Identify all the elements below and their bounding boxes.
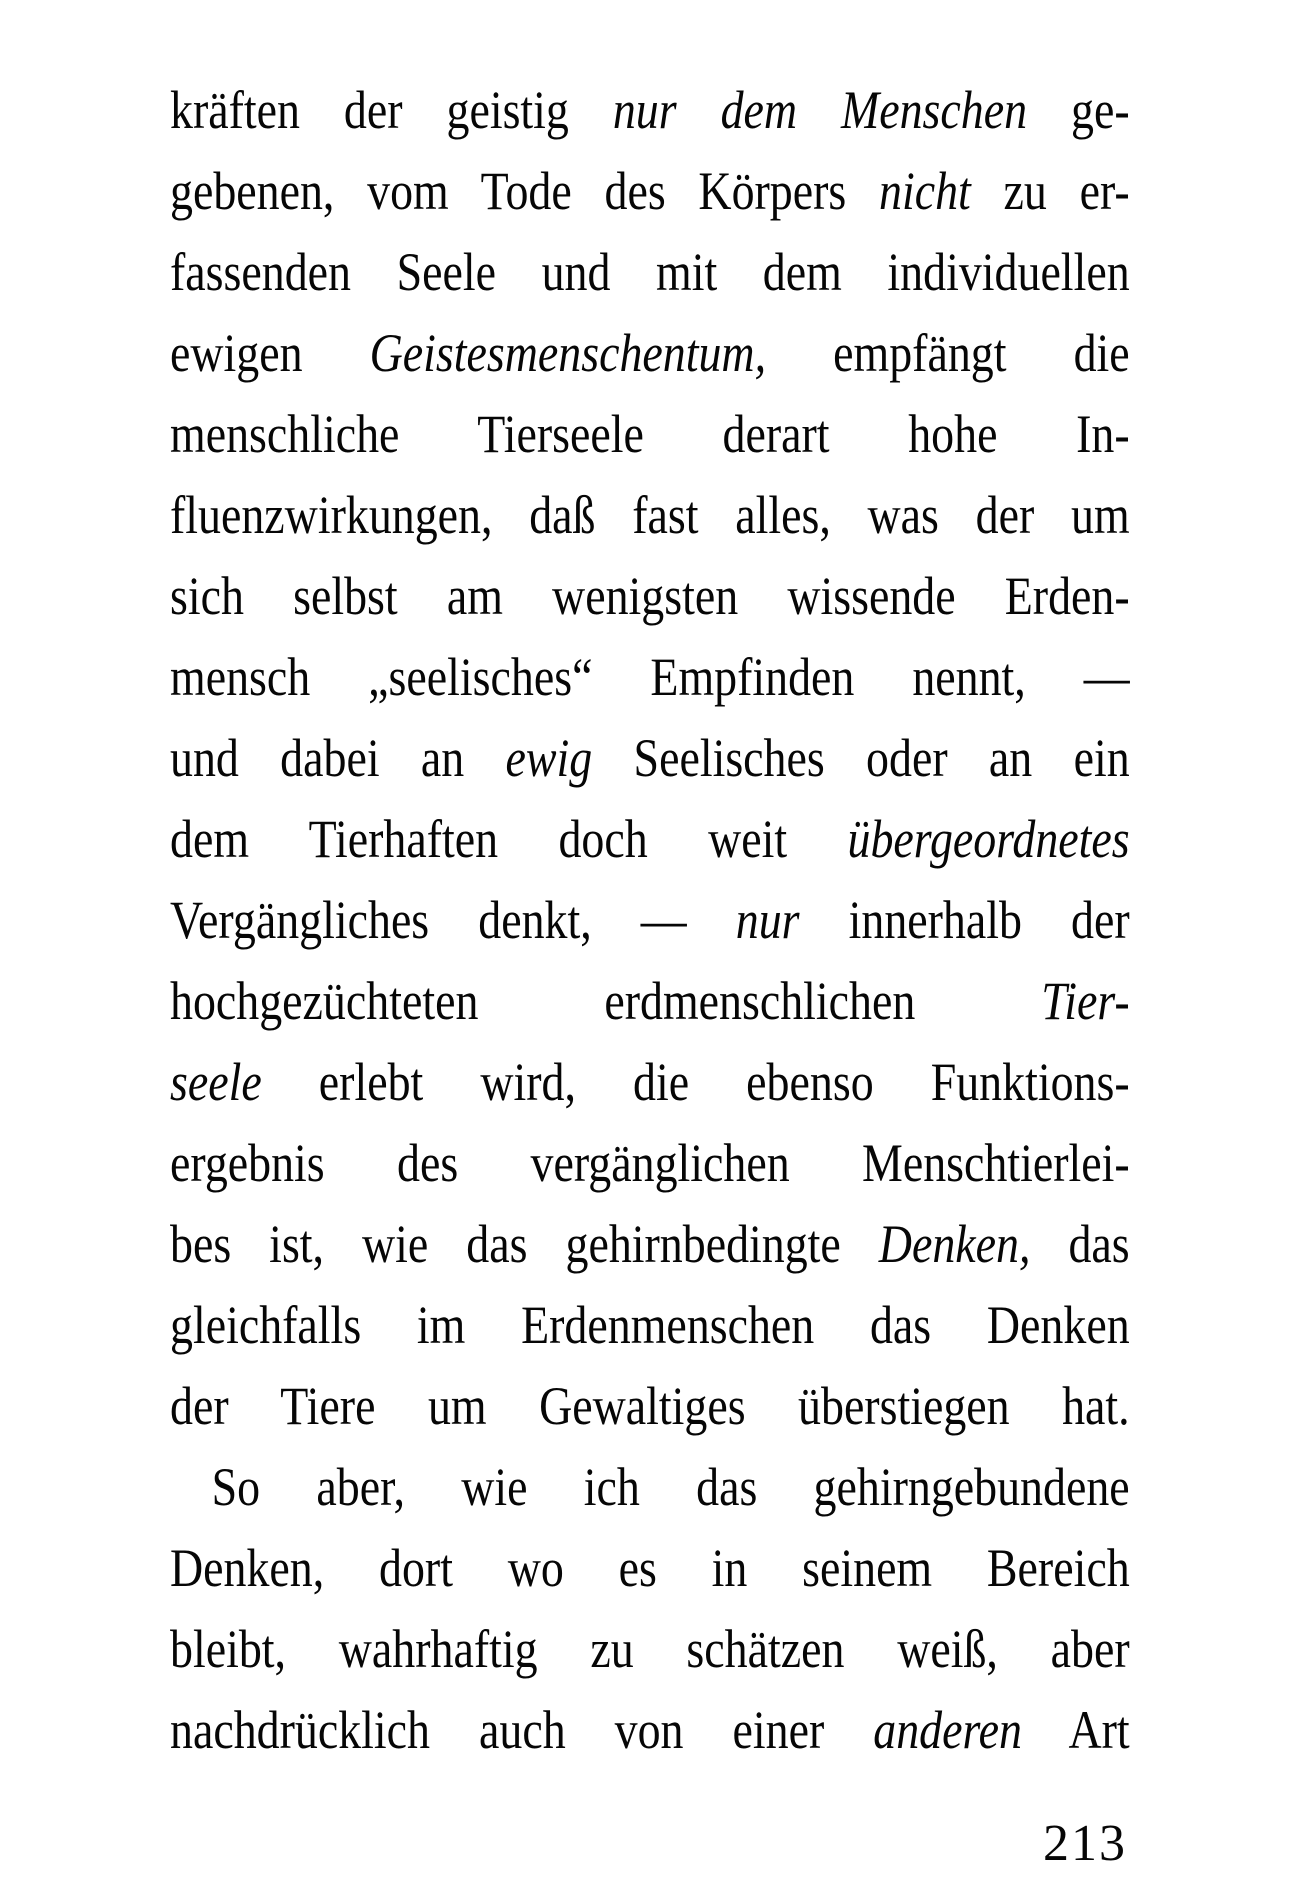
text-line [170,637,1130,718]
text-run: So aber, wie ich das gehirngebundene [211,1457,1130,1517]
text-line [170,1042,1130,1123]
text-run: innerhalb der [799,890,1130,950]
text-line [170,799,1130,880]
text-run: kräften der geistig [170,80,613,140]
text-line [170,1204,1130,1285]
text-run: bes ist, wie das gehirnbedingte [170,1214,879,1274]
text-run: hochgezüchteten erdmenschlichen [170,971,1042,1031]
text-run: seele [170,1052,262,1112]
text-line [170,718,1130,799]
text-line [170,1366,1130,1447]
text-run: gebenen, vom Tode des Körpers [170,161,880,221]
text-run: übergeordnetes [847,809,1130,869]
text-line [170,961,1130,1042]
text-line [170,1690,1130,1771]
text-run: menschliche Tierseele derart hohe In- [170,404,1130,464]
text-run: nur [735,890,800,950]
text-run: zu er- [970,161,1130,221]
text-line [170,313,1130,394]
text-run: Denken, [878,1214,1031,1274]
text-run: Tier- [1041,971,1130,1031]
text-run: das [1030,1214,1130,1274]
text-line [170,1528,1130,1609]
text-run: Denken, dort wo es in seinem Bereich [170,1538,1130,1598]
text-run: Seelisches oder an ein [592,728,1130,788]
text-line [170,394,1130,475]
text-run: Vergängliches denkt, — [170,890,736,950]
text-run: fassenden Seele und mit dem individuellen [170,242,1130,302]
text-run: nur dem Menschen [612,80,1028,140]
page-number: 213 [1043,1815,1127,1872]
text-run: anderen [873,1700,1022,1760]
text-run: gleichfalls im Erdenmenschen das Denken [170,1295,1130,1355]
text-line [170,232,1130,313]
text-run: erlebt wird, die ebenso Funktions- [261,1052,1130,1112]
text-run: Art [1021,1700,1130,1760]
text-line [170,475,1130,556]
text-run: Geistesmenschentum, [369,323,767,383]
text-run: ewigen [170,323,370,383]
text-run: ergebnis des vergänglichen Menschtierlei- [170,1133,1130,1193]
paragraph [170,1447,1130,1771]
text-line [170,151,1130,232]
text-run: und dabei an [170,728,506,788]
text-run: nicht [879,161,971,221]
text-run: der Tiere um Gewaltiges überstiegen hat. [170,1376,1130,1436]
text-line [170,1285,1130,1366]
text-run: dem Tierhaften doch weit [170,809,848,869]
text-run: empfängt die [766,323,1130,383]
paragraph [170,70,1130,1447]
text-run: nachdrücklich auch von einer [170,1700,874,1760]
text-run: mensch „seelisches“ Empfinden nennt, — [170,647,1130,707]
text-run: bleibt, wahrhaftig zu schätzen weiß, aber [170,1619,1130,1679]
text-run: ge- [1027,80,1130,140]
text-line [170,880,1130,961]
text-run: sich selbst am wenigsten wissende Erden- [170,566,1130,626]
text-line [170,1609,1130,1690]
text-line [170,556,1130,637]
text-run: fluenzwirkungen, daß fast alles, was der um [170,485,1130,545]
text-line [170,1123,1130,1204]
text-run: ewig [505,728,593,788]
text-line [170,1447,1130,1528]
body-text [170,70,1130,1771]
text-line [170,70,1130,151]
